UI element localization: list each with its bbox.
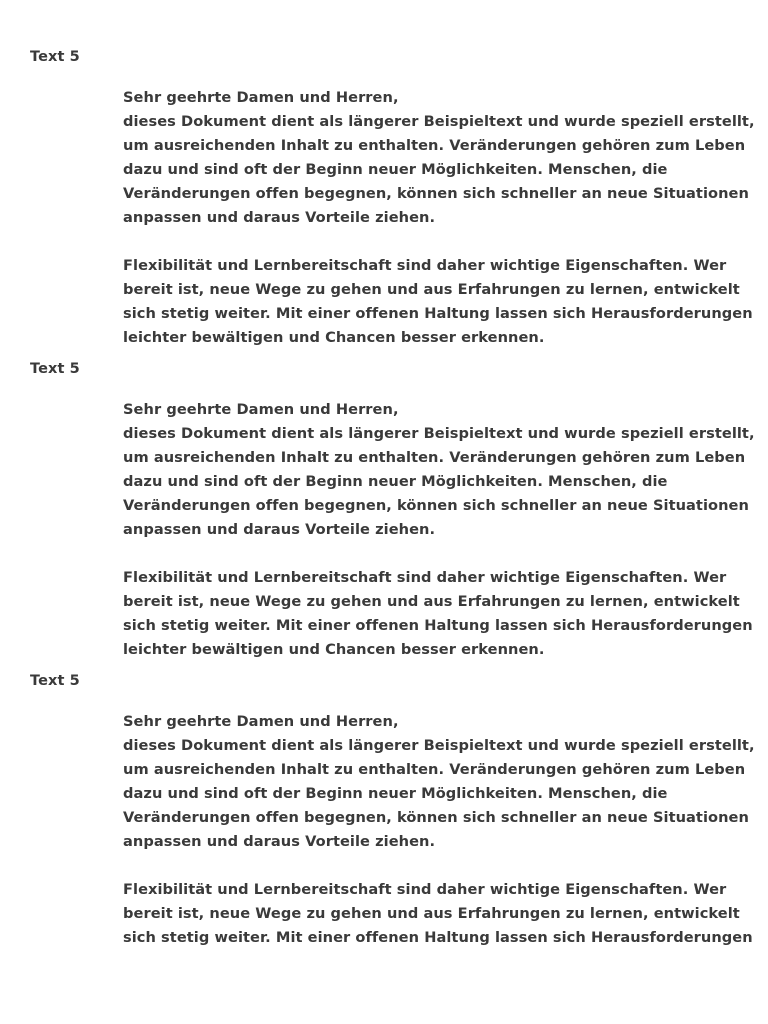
text-line: anpassen und daraus Vorteile ziehen. <box>123 521 436 538</box>
text-line: um ausreichenden Inhalt zu enthalten. Veränderungen gehören zum Leben <box>123 761 746 778</box>
text-line: Flexibilität und Lernbereitschaft sind daher wichtige Eigenschaften. Wer <box>123 569 727 586</box>
text-line: Veränderungen offen begegnen, können sich schneller an neue Situationen <box>123 185 749 202</box>
text-line: um ausreichenden Inhalt zu enthalten. Veränderungen gehören zum Leben <box>123 137 746 154</box>
text-line: Sehr geehrte Damen und Herren, <box>123 713 399 730</box>
text-line: sich stetig weiter. Mit einer offenen Haltung lassen sich Herausforderungen <box>123 929 753 946</box>
section-body <box>123 710 755 950</box>
text-line: sich stetig weiter. Mit einer offenen Haltung lassen sich Herausforderungen <box>123 617 753 634</box>
paragraph-1 <box>123 710 755 854</box>
text-line: dazu und sind oft der Beginn neuer Möglichkeiten. Menschen, die <box>123 785 668 802</box>
paragraph-2 <box>123 566 753 662</box>
section-heading: Text 5 <box>30 49 80 65</box>
paragraph-2 <box>123 878 753 950</box>
text-line: bereit ist, neue Wege zu gehen und aus Erfahrungen zu lernen, entwickelt <box>123 281 740 298</box>
text-line: Veränderungen offen begegnen, können sich schneller an neue Situationen <box>123 497 749 514</box>
text-line: sich stetig weiter. Mit einer offenen Haltung lassen sich Herausforderungen <box>123 305 753 322</box>
text-line: leichter bewältigen und Chancen besser erkennen. <box>123 641 545 658</box>
section-body <box>123 86 755 350</box>
paragraph-1 <box>123 86 755 230</box>
text-line: Veränderungen offen begegnen, können sich schneller an neue Situationen <box>123 809 749 826</box>
text-line: bereit ist, neue Wege zu gehen und aus Erfahrungen zu lernen, entwickelt <box>123 593 740 610</box>
text-line: dieses Dokument dient als längerer Beispieltext und wurde speziell erstellt, <box>123 425 755 442</box>
section-heading: Text 5 <box>30 673 80 689</box>
text-line: dazu und sind oft der Beginn neuer Möglichkeiten. Menschen, die <box>123 161 668 178</box>
text-line: anpassen und daraus Vorteile ziehen. <box>123 833 436 850</box>
paragraph-spacer <box>123 230 743 254</box>
text-line: um ausreichenden Inhalt zu enthalten. Veränderungen gehören zum Leben <box>123 449 746 466</box>
text-line: Sehr geehrte Damen und Herren, <box>123 89 399 106</box>
text-line: Sehr geehrte Damen und Herren, <box>123 401 399 418</box>
text-line: dieses Dokument dient als längerer Beispieltext und wurde speziell erstellt, <box>123 737 755 754</box>
section-heading: Text 5 <box>30 361 80 377</box>
paragraph-spacer <box>123 854 743 878</box>
text-line: bereit ist, neue Wege zu gehen und aus Erfahrungen zu lernen, entwickelt <box>123 905 740 922</box>
text-line: Flexibilität und Lernbereitschaft sind daher wichtige Eigenschaften. Wer <box>123 881 727 898</box>
text-line: anpassen und daraus Vorteile ziehen. <box>123 209 436 226</box>
text-line: dazu und sind oft der Beginn neuer Möglichkeiten. Menschen, die <box>123 473 668 490</box>
text-line: Flexibilität und Lernbereitschaft sind daher wichtige Eigenschaften. Wer <box>123 257 727 274</box>
text-line: leichter bewältigen und Chancen besser erkennen. <box>123 329 545 346</box>
paragraph-2 <box>123 254 753 350</box>
text-line: dieses Dokument dient als längerer Beispieltext und wurde speziell erstellt, <box>123 113 755 130</box>
paragraph-spacer <box>123 542 743 566</box>
paragraph-1 <box>123 398 755 542</box>
section-body <box>123 398 755 662</box>
